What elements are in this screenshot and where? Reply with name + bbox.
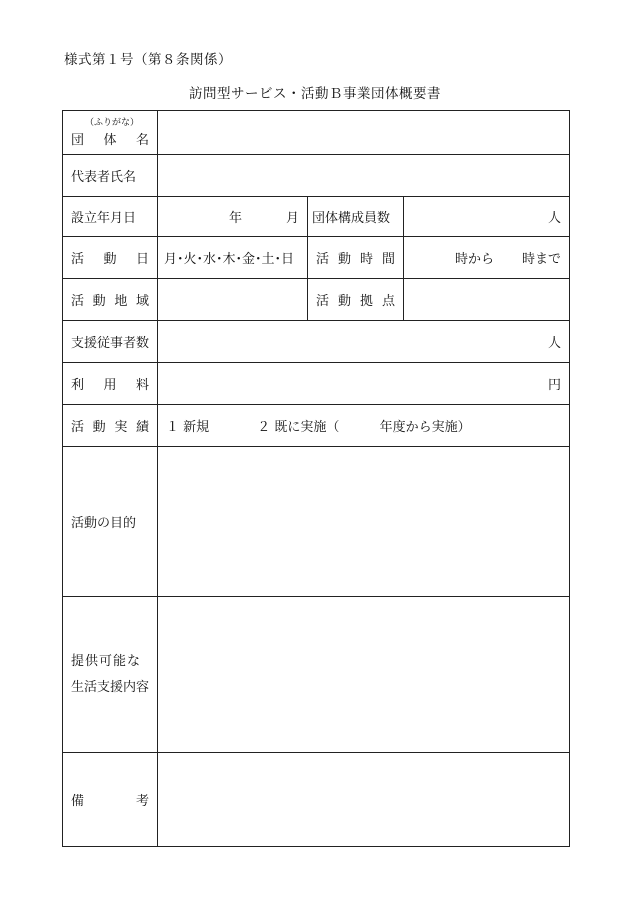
row-support-staff: [63, 321, 570, 363]
month-unit: 月: [285, 211, 299, 226]
established-label: 設立年月日: [63, 197, 158, 237]
row-representative: [63, 155, 570, 197]
row-organization-name: [63, 111, 570, 155]
form-title: 訪問型サービス・活動Ｂ事業団体概要書: [189, 86, 441, 102]
label-char: 活: [316, 294, 330, 309]
label-char: 績: [135, 420, 149, 435]
label-char: 動: [92, 294, 106, 309]
row-fee: [63, 363, 570, 405]
row-purpose: [63, 447, 570, 597]
label-char: 動: [337, 252, 351, 267]
option-existing-end: 年度から実施）: [379, 420, 471, 435]
label-char: 日: [135, 252, 149, 267]
fee-field[interactable]: [158, 363, 570, 405]
support-staff-field[interactable]: [158, 321, 570, 363]
activity-days-label: [63, 237, 158, 279]
label-char: 時: [359, 252, 373, 267]
label-char: 域: [135, 294, 149, 309]
row-activity-days: [63, 237, 570, 279]
fee-label: [63, 363, 158, 405]
label-char: 料: [135, 378, 149, 393]
label-char: 点: [381, 294, 395, 309]
representative-field[interactable]: [158, 155, 570, 197]
form-number: 様式第１号（第８条関係）: [64, 52, 232, 68]
label-char: 活: [71, 252, 85, 267]
representative-label: 代表者氏名: [63, 155, 158, 197]
established-date-field[interactable]: [158, 197, 308, 237]
label-char: 動: [103, 252, 117, 267]
fee-unit: 円: [548, 378, 562, 393]
label-char: 名: [135, 133, 149, 148]
label-char: 考: [135, 794, 149, 809]
activity-days-field[interactable]: 月･火･水･木･金･土･日: [158, 237, 308, 279]
label-char: 地: [114, 294, 128, 309]
label-char: 活: [316, 252, 330, 267]
label-char: 体: [103, 133, 117, 148]
services-label-line1: 提供可能な: [71, 653, 142, 669]
organization-name-field[interactable]: [158, 111, 570, 155]
support-staff-label: 支援従事者数: [63, 321, 158, 363]
services-label-line2: 生活支援内容: [71, 679, 150, 695]
row-activity-record: [63, 405, 570, 447]
members-unit: 人: [548, 211, 562, 226]
summary-form-table: [62, 110, 570, 847]
label-char: 活: [71, 294, 85, 309]
option-existing[interactable]: ２ 既に実施（: [257, 420, 340, 435]
members-label: 団体構成員数: [308, 197, 404, 237]
purpose-label: 活動の目的: [63, 447, 158, 597]
activity-record-field[interactable]: [158, 405, 570, 447]
row-services: [63, 597, 570, 753]
activity-time-field[interactable]: [404, 237, 570, 279]
activity-record-label: [63, 405, 158, 447]
purpose-field[interactable]: [158, 447, 570, 597]
services-field[interactable]: [158, 597, 570, 753]
time-to: 時まで: [522, 252, 562, 267]
staff-unit: 人: [548, 336, 562, 351]
label-char: 団: [71, 133, 85, 148]
label-char: 活: [71, 420, 85, 435]
activity-base-label: [308, 279, 404, 321]
row-remarks: [63, 753, 570, 847]
organization-name-label: [63, 111, 158, 155]
furigana-label: （ふりがな）: [85, 118, 140, 128]
services-label: [63, 597, 158, 753]
time-from: 時から: [455, 252, 495, 267]
label-char: 利: [71, 378, 85, 393]
row-activity-area: [63, 279, 570, 321]
label-char: 動: [337, 294, 351, 309]
row-established: [63, 197, 570, 237]
activity-area-label: [63, 279, 158, 321]
label-char: 拠: [359, 294, 373, 309]
activity-time-label: [308, 237, 404, 279]
option-new[interactable]: １ 新規: [166, 420, 210, 435]
label-char: 用: [103, 378, 117, 393]
remarks-label: [63, 753, 158, 847]
label-char: 動: [92, 420, 106, 435]
remarks-field[interactable]: [158, 753, 570, 847]
label-char: 実: [114, 420, 128, 435]
members-field[interactable]: [404, 197, 570, 237]
year-unit: 年: [228, 211, 242, 226]
label-char: 備: [71, 794, 85, 809]
activity-area-field[interactable]: [158, 279, 308, 321]
label-char: 間: [381, 252, 395, 267]
activity-base-field[interactable]: [404, 279, 570, 321]
